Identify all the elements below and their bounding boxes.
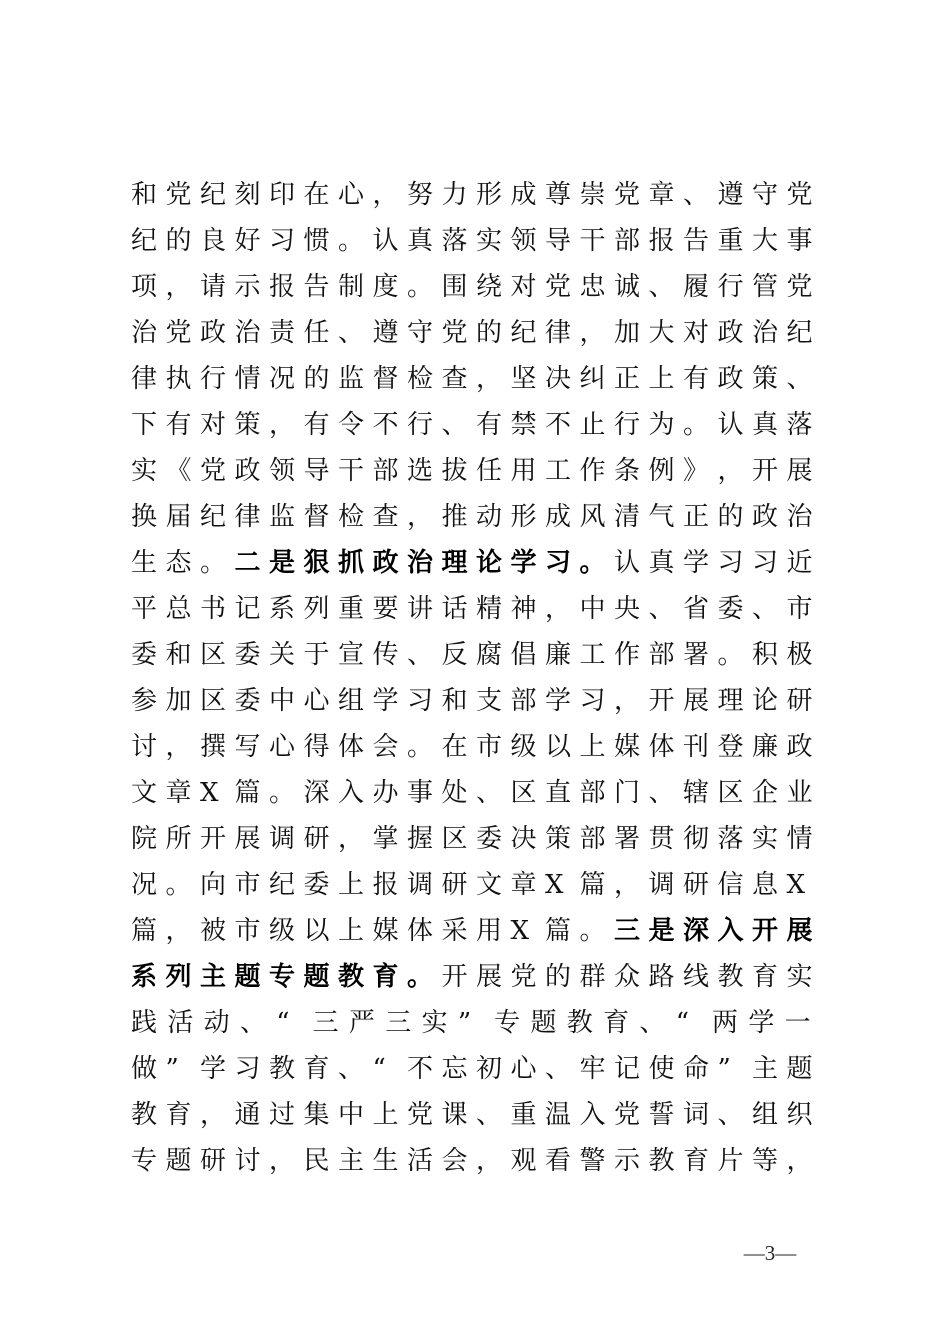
line-text: 和 党 纪 刻 印 在 心 ， 努 力 形 成 尊 崇 党 章 、 遵 守 党 bbox=[131, 180, 813, 210]
line-text: 篇 ， 被 市 级 以 上 媒 体 采 用 X 篇 。 bbox=[131, 916, 606, 946]
text-line bbox=[131, 264, 821, 310]
line-text: 践 活 动 、 “ 三 严 三 实 ” 专 题 教 育 、 “ 两 学 一 bbox=[131, 1008, 811, 1038]
text-line bbox=[131, 908, 821, 954]
text-line bbox=[131, 816, 821, 862]
text-line bbox=[131, 954, 821, 1000]
line-text: 开 展 党 的 群 众 路 线 教 育 实 bbox=[441, 962, 813, 992]
bold-heading-text: 系 列 主 题 专 题 教 育 。 bbox=[131, 962, 434, 992]
line-text: 项 ， 请 示 报 告 制 度 。 围 绕 对 党 忠 诚 、 履 行 管 党 bbox=[131, 272, 813, 302]
text-line bbox=[131, 632, 821, 678]
line-text: 平 总 书 记 系 列 重 要 讲 话 精 神 ， 中 央 、 省 委 、 市 bbox=[131, 594, 813, 624]
line-text: 认 真 学 习 习 近 bbox=[614, 548, 813, 578]
line-text: 讨 ， 撰 写 心 得 体 会 。 在 市 级 以 上 媒 体 刊 登 廉 政 bbox=[131, 732, 813, 762]
text-line bbox=[131, 494, 821, 540]
line-text: 文 章 X 篇 。 深 入 办 事 处 、 区 直 部 门 、 辖 区 企 业 bbox=[131, 778, 813, 808]
text-line bbox=[131, 678, 821, 724]
line-text: 换 届 纪 律 监 督 检 查 ， 推 动 形 成 风 清 气 正 的 政 治 bbox=[131, 502, 813, 532]
line-text: 院 所 开 展 调 研 ， 掌 握 区 委 决 策 部 署 贯 彻 落 实 情 bbox=[131, 824, 813, 854]
text-line bbox=[131, 770, 821, 816]
bold-heading-text: 三 是 深 入 开 展 bbox=[614, 916, 813, 946]
text-line bbox=[131, 724, 821, 770]
line-text: 况 。 向 市 纪 委 上 报 调 研 文 章 X 篇 ， 调 研 信 息 X bbox=[131, 870, 806, 900]
body-text bbox=[131, 172, 821, 1184]
line-text: 做 ” 学 习 教 育 、 “ 不 忘 初 心 、 牢 记 使 命 ” 主 题 bbox=[131, 1054, 813, 1084]
page-number: —3— bbox=[743, 1241, 797, 1265]
text-line bbox=[131, 448, 821, 494]
text-line bbox=[131, 310, 821, 356]
line-text: 生 态 。 bbox=[131, 548, 227, 578]
line-text: 纪 的 良 好 习 惯 。 认 真 落 实 领 导 干 部 报 告 重 大 事 bbox=[131, 226, 813, 256]
text-line bbox=[131, 402, 821, 448]
line-text: 委 和 区 委 关 于 宣 传 、 反 腐 倡 廉 工 作 部 署 。 积 极 bbox=[131, 640, 813, 670]
text-line bbox=[131, 218, 821, 264]
text-line bbox=[131, 1092, 821, 1138]
text-line bbox=[131, 586, 821, 632]
line-text: 参 加 区 委 中 心 组 学 习 和 支 部 学 习 ， 开 展 理 论 研 bbox=[131, 686, 813, 716]
line-text: 专 题 研 讨 ， 民 主 生 活 会 ， 观 看 警 示 教 育 片 等 ， bbox=[131, 1146, 813, 1176]
text-line bbox=[131, 172, 821, 218]
line-text: 律 执 行 情 况 的 监 督 检 查 ， 坚 决 纠 正 上 有 政 策 、 bbox=[131, 364, 813, 394]
text-line bbox=[131, 356, 821, 402]
line-text: 治 党 政 治 责 任 、 遵 守 党 的 纪 律 ， 加 大 对 政 治 纪 bbox=[131, 318, 813, 348]
line-text: 实 《 党 政 领 导 干 部 选 拔 任 用 工 作 条 例 》 ， 开 展 bbox=[131, 456, 813, 486]
text-line bbox=[131, 540, 821, 586]
bold-heading-text: 二 是 狠 抓 政 治 理 论 学 习 。 bbox=[234, 548, 606, 578]
text-line bbox=[131, 1138, 821, 1184]
text-line bbox=[131, 1000, 821, 1046]
text-line bbox=[131, 862, 821, 908]
text-line bbox=[131, 1046, 821, 1092]
line-text: 教 育 ， 通 过 集 中 上 党 课 、 重 温 入 党 誓 词 、 组 织 bbox=[131, 1100, 813, 1130]
line-text: 下 有 对 策 ， 有 令 不 行 、 有 禁 不 止 行 为 。 认 真 落 bbox=[131, 410, 813, 440]
